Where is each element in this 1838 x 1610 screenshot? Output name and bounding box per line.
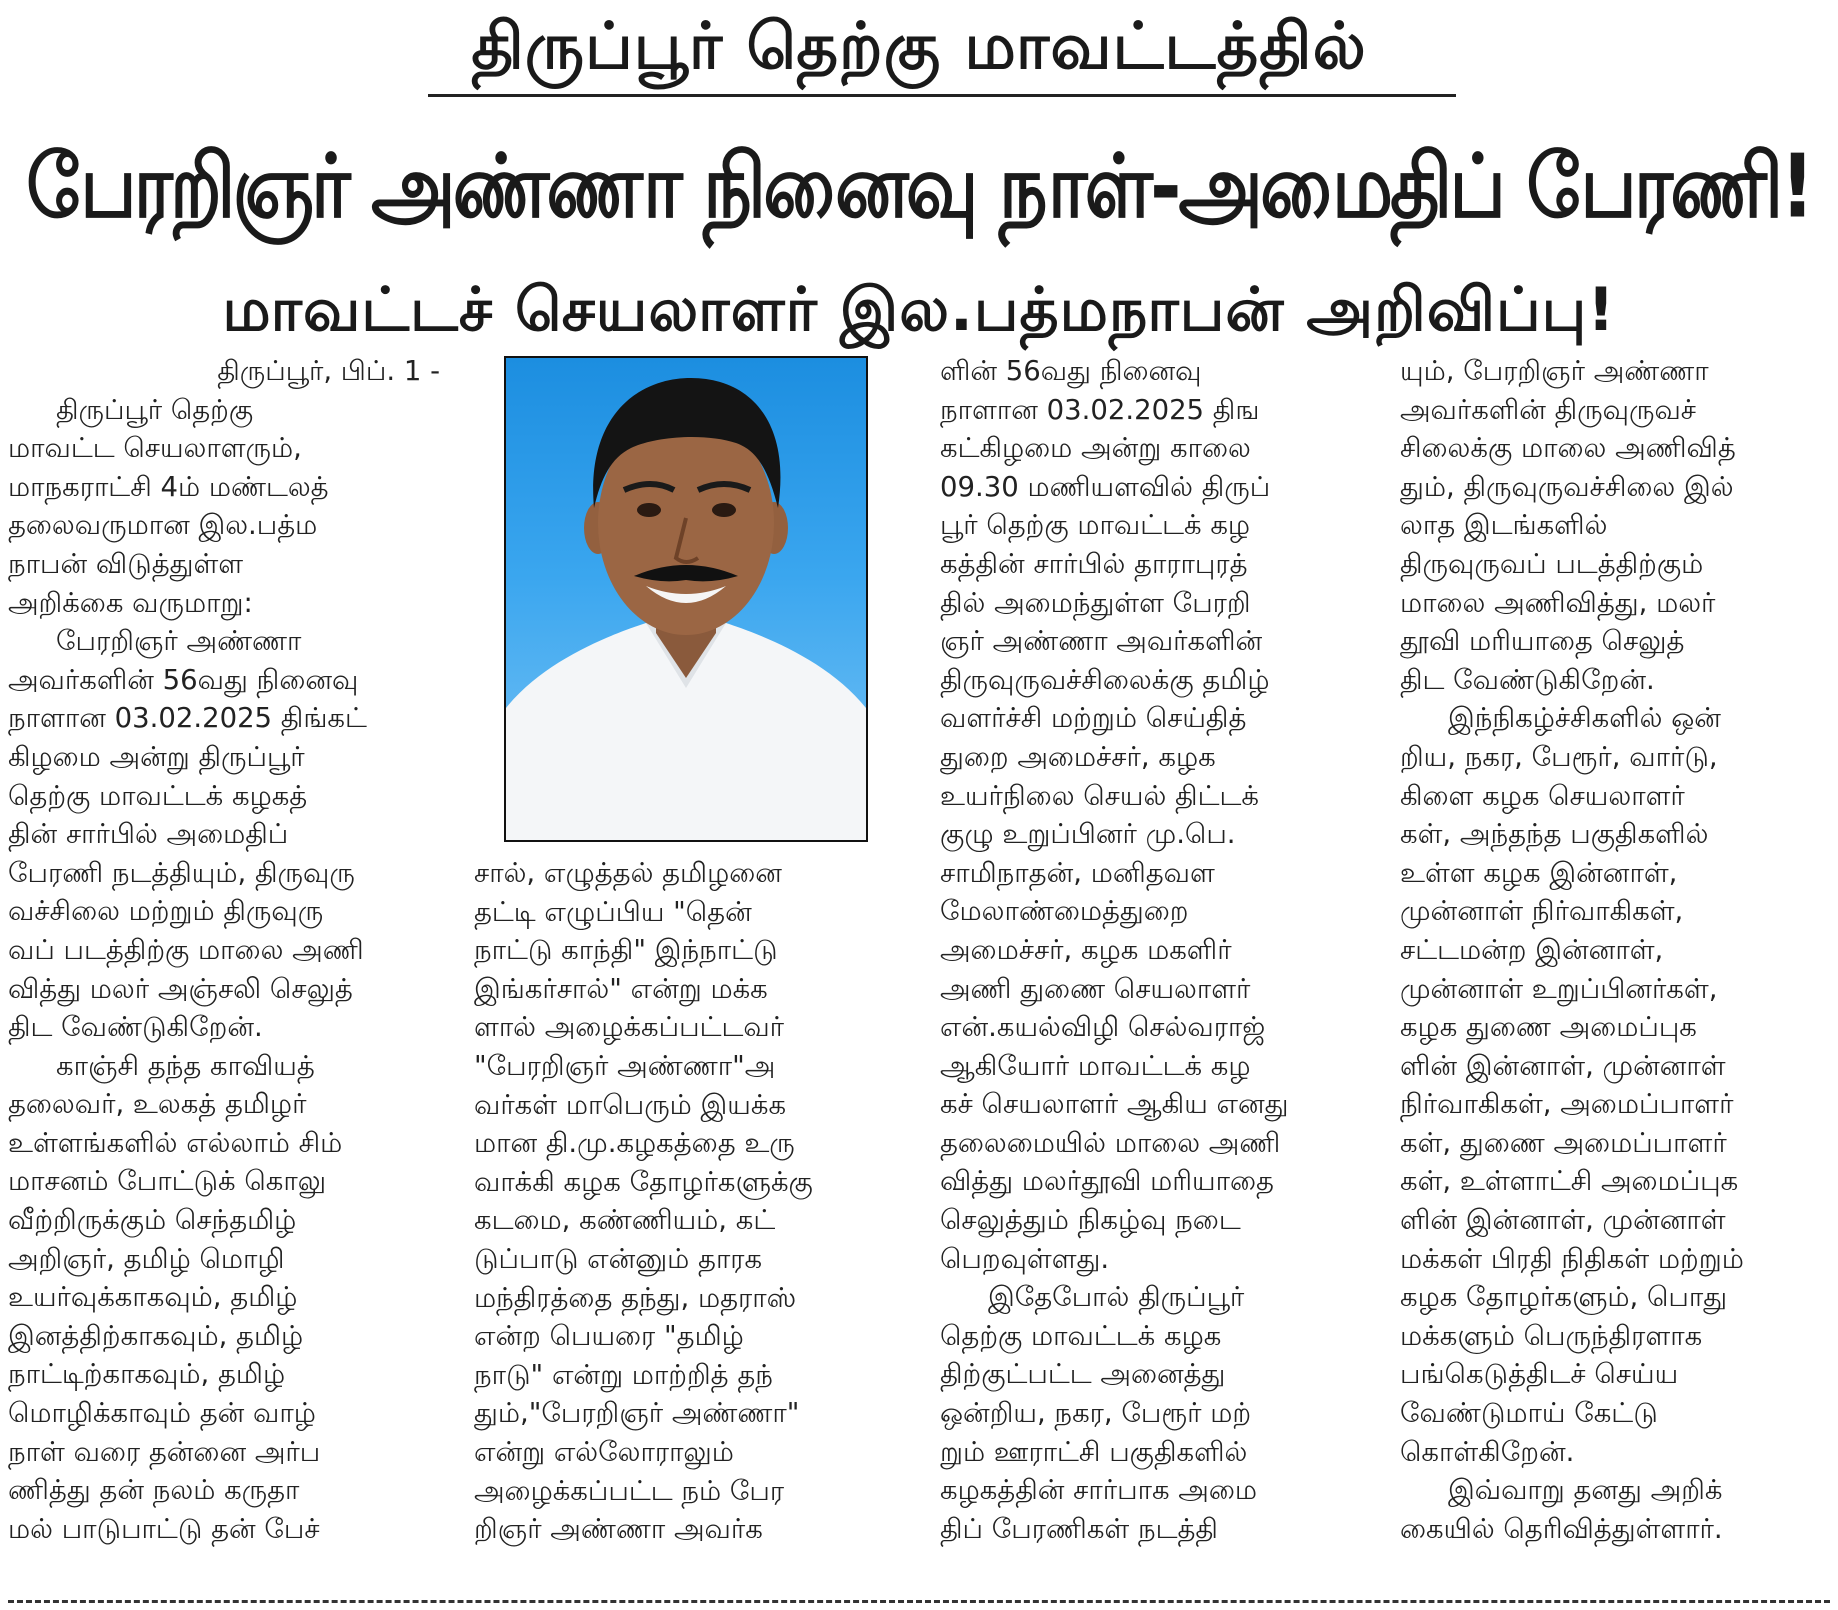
- text-line: தலைமையில் மாலை அணி: [940, 1126, 1281, 1159]
- text-line: வப் படத்திற்கு மாலை அணி: [8, 933, 364, 966]
- text-line: தட்டி எழுப்பிய "தென்: [474, 895, 752, 928]
- text-line: தலைவருமான இல.பத்ம: [8, 509, 318, 542]
- text-line: தெற்கு மாவட்டக் கழகத்: [8, 779, 308, 812]
- article-column-1: [8, 352, 440, 1548]
- text-line: வேண்டுமாய் கேட்டு: [1400, 1397, 1658, 1430]
- text-line: அறிக்கை வருமாறு:: [8, 586, 253, 619]
- text-line: தூவி மரியாதை செலுத்: [1400, 625, 1685, 658]
- kicker-title: திருப்பூர் தெற்கு மாவட்டத்தில்: [471, 10, 1367, 84]
- text-line: இந்நிகழ்ச்சிகளில் ஒன்: [1448, 702, 1721, 735]
- text-line: பங்கெடுத்திடச் செய்ய: [1400, 1358, 1679, 1391]
- text-line: உள்ளங்களில் எல்லாம் சிம்: [8, 1126, 343, 1159]
- text-line: மொழிக்காவும் தன் வாழ்: [8, 1397, 316, 1430]
- text-line: வித்து மலர் அஞ்சலி செலுத்: [8, 972, 353, 1005]
- text-line: டுப்பாடு என்னும் தாரக: [474, 1242, 763, 1275]
- text-line: நாளான 03.02.2025 திங: [940, 393, 1260, 426]
- text-line: மாசனம் போட்டுக் கொலு: [8, 1165, 327, 1198]
- text-line: முன்னாள் நிர்வாகிகள்,: [1400, 895, 1684, 928]
- text-line: இவ்வாறு தனது அறிக்: [1448, 1474, 1723, 1507]
- text-line: இனத்திற்காகவும், தமிழ்: [8, 1319, 304, 1352]
- text-line: உள்ள கழக இன்னாள்,: [1400, 856, 1678, 889]
- text-line: லாத இடங்களில்: [1400, 509, 1608, 542]
- text-line: அமைச்சர், கழக மகளிர்: [940, 933, 1232, 966]
- text-line: பேரறிஞர் அண்ணா: [56, 625, 302, 658]
- text-line: சால், எழுத்தல் தமிழனை: [474, 857, 782, 889]
- text-line: மான தி.மு.கழகத்தை உரு: [474, 1127, 795, 1160]
- text-line: திட வேண்டுகிறேன்.: [8, 1011, 263, 1044]
- text-line: திப் பேரணிகள் நடத்தி: [940, 1512, 1218, 1545]
- text-line: திருப்பூர், பிப். 1 -: [217, 355, 440, 387]
- text-line: வீற்றிருக்கும் செந்தமிழ்: [8, 1204, 297, 1237]
- text-line: செலுத்தும் நிகழ்வு நடை: [940, 1204, 1241, 1237]
- text-line: நாட்டு காந்தி" இந்நாட்டு: [474, 934, 778, 967]
- text-line: குழு உறுப்பினர் மு.பெ.: [940, 818, 1236, 851]
- text-line: சிலைக்கு மாலை அணிவித்: [1400, 432, 1736, 465]
- text-line: தும்,"பேரறிஞர் அண்ணா": [474, 1397, 800, 1430]
- text-line: வாக்கி கழக தோழர்களுக்கு: [474, 1165, 813, 1198]
- text-line: மந்திரத்தை தந்து, மதராஸ்: [474, 1281, 797, 1314]
- text-line: ஒன்றிய, நகர, பேரூர் மற்: [940, 1397, 1252, 1430]
- text-line: தும், திருவுருவச்சிலை இல்: [1400, 470, 1734, 503]
- text-line: திருவுருவச்சிலைக்கு தமிழ்: [940, 663, 1270, 696]
- subheadline: மாவட்டச் செயலாளர் இல.பத்மநாபன் அறிவிப்பு!: [222, 275, 1616, 345]
- text-line: பேரணி நடத்தியும், திருவுரு: [8, 856, 355, 889]
- text-line: கட்கிழமை அன்று காலை: [940, 432, 1251, 465]
- text-line: நாட்டிற்காகவும், தமிழ்: [8, 1358, 286, 1391]
- text-line: ளின் 56வது நினைவு: [940, 355, 1202, 387]
- text-line: திருப்பூர் தெற்கு: [56, 393, 254, 426]
- text-line: ளின் இன்னாள், முன்னாள்: [1400, 1204, 1726, 1237]
- text-line: திட வேண்டுகிறேன்.: [1400, 663, 1655, 696]
- text-line: திற்குட்பட்ட அனைத்து: [940, 1358, 1226, 1391]
- text-line: நாடு" என்று மாற்றித் தந்: [474, 1358, 773, 1391]
- text-line: றிஞர் அண்ணா அவர்க: [474, 1513, 763, 1546]
- text-line: அவர்களின் 56வது நினைவு: [8, 663, 359, 696]
- text-line: தில் அமைந்துள்ள பேரறி: [940, 586, 1251, 619]
- text-line: கொள்கிறேன்.: [1400, 1435, 1575, 1468]
- text-line: முன்னாள் உறுப்பினர்கள்,: [1400, 972, 1718, 1005]
- text-line: உயர்நிலை செயல் திட்டக்: [940, 779, 1259, 812]
- text-line: என்.கயல்விழி செல்வராஜ்: [940, 1011, 1266, 1044]
- text-line: கையில் தெரிவித்துள்ளார்.: [1400, 1512, 1723, 1545]
- bottom-dashed-rule: [8, 1600, 1830, 1603]
- text-line: ளின் இன்னாள், முன்னாள்: [1400, 1049, 1726, 1082]
- text-line: சாமிநாதன், மனிதவள: [940, 856, 1215, 889]
- text-line: 09.30 மணியளவில் திருப்: [940, 470, 1271, 503]
- text-line: என்று எல்லோராலும்: [474, 1435, 734, 1468]
- text-line: மக்களும் பெருந்திரளாக: [1400, 1319, 1703, 1352]
- portrait-icon: [506, 358, 866, 840]
- text-line: ஆகியோர் மாவட்டக் கழ: [940, 1049, 1251, 1082]
- text-line: பூர் தெற்கு மாவட்டக் கழ: [940, 509, 1251, 542]
- text-line: அழைக்கப்பட்ட நம் பேர: [474, 1474, 785, 1507]
- text-line: றும் ஊராட்சி பகுதிகளில்: [940, 1435, 1248, 1468]
- text-line: கடமை, கண்ணியம், கட்: [474, 1204, 776, 1237]
- text-line: ளால் அழைக்கப்பட்டவர்: [474, 1011, 785, 1044]
- text-line: இங்கர்சால்" என்று மக்க: [474, 972, 768, 1005]
- text-line: மல் பாடுபாட்டு தன் பேச்: [8, 1512, 320, 1545]
- text-line: அறிஞர், தமிழ் மொழி: [8, 1242, 285, 1275]
- text-line: மாநகராட்சி 4ம் மண்டலத்: [8, 470, 329, 503]
- text-line: கள், அந்தந்த பகுதிகளில்: [1400, 818, 1709, 851]
- text-line: திருவுருவப் படத்திற்கும்: [1400, 547, 1704, 580]
- text-line: சட்டமன்ற இன்னாள்,: [1400, 933, 1664, 966]
- text-line: அணி துணை செயலாளர்: [940, 972, 1251, 1005]
- text-line: காஞ்சி தந்த காவியத்: [56, 1049, 315, 1082]
- text-line: கழக தோழர்களும், பொது: [1400, 1281, 1728, 1314]
- portrait-photo: [504, 356, 868, 842]
- article-column-3: [940, 352, 1372, 1548]
- text-line: மாலை அணிவித்து, மலர்: [1400, 586, 1716, 619]
- text-line: கள், உள்ளாட்சி அமைப்புக: [1400, 1165, 1739, 1198]
- text-line: தலைவர், உலகத் தமிழர்: [8, 1088, 307, 1121]
- text-line: ணித்து தன் நலம் கருதா: [8, 1474, 300, 1507]
- headline: பேரறிஞர் அண்ணா நினைவு நாள்-அமைதிப் பேரணி!: [26, 135, 1812, 238]
- text-line: நிர்வாகிகள், அமைப்பாளர்: [1400, 1088, 1734, 1121]
- text-line: இதேபோல் திருப்பூர்: [988, 1281, 1245, 1314]
- text-line: கழகத்தின் சார்பாக அமை: [940, 1474, 1258, 1507]
- kicker-underline: [428, 94, 1456, 97]
- text-line: கழக துணை அமைப்புக: [1400, 1011, 1697, 1044]
- text-line: கிளை கழக செயலாளர்: [1400, 779, 1685, 812]
- text-line: வளர்ச்சி மற்றும் செய்தித்: [940, 702, 1247, 735]
- text-line: கள், துணை அமைப்பாளர்: [1400, 1126, 1727, 1159]
- text-line: கச் செயலாளர் ஆகிய எனது: [940, 1088, 1289, 1121]
- text-line: மேலாண்மைத்துறை: [940, 895, 1189, 928]
- text-line: நாபன் விடுத்துள்ள: [8, 547, 244, 580]
- text-line: உயர்வுக்காகவும், தமிழ்: [8, 1281, 298, 1314]
- text-line: துறை அமைச்சர், கழக: [940, 740, 1216, 773]
- article-column-2: [474, 854, 906, 1549]
- text-line: என்ற பெயரை "தமிழ்: [474, 1320, 744, 1353]
- text-line: யும், பேரறிஞர் அண்ணா: [1400, 355, 1709, 387]
- text-line: கிழமை அன்று திருப்பூர்: [8, 740, 305, 773]
- text-line: வித்து மலர்தூவி மரியாதை: [940, 1165, 1274, 1198]
- text-line: மாவட்ட செயலாளரும்,: [8, 432, 302, 465]
- text-line: பெறவுள்ளது.: [940, 1242, 1110, 1275]
- text-line: றிய, நகர, பேரூர், வார்டு,: [1400, 740, 1718, 773]
- text-line: அவர்களின் திருவுருவச்: [1400, 393, 1697, 426]
- text-line: தெற்கு மாவட்டக் கழக: [940, 1319, 1222, 1352]
- text-line: வச்சிலை மற்றும் திருவுரு: [8, 895, 324, 928]
- article-column-4: [1400, 352, 1832, 1548]
- text-line: கத்தின் சார்பில் தாராபுரத்: [940, 547, 1248, 580]
- text-line: தின் சார்பில் அமைதிப்: [8, 818, 289, 851]
- text-line: நாளான 03.02.2025 திங்கட்: [8, 702, 367, 735]
- text-line: ஞர் அண்ணா அவர்களின்: [940, 625, 1263, 658]
- text-line: வர்கள் மாபெரும் இயக்க: [474, 1088, 787, 1121]
- text-line: நாள் வரை தன்னை அர்ப: [8, 1435, 321, 1468]
- text-line: "பேரறிஞர் அண்ணா"அ: [474, 1049, 776, 1082]
- text-line: மக்கள் பிரதி நிதிகள் மற்றும்: [1400, 1242, 1744, 1275]
